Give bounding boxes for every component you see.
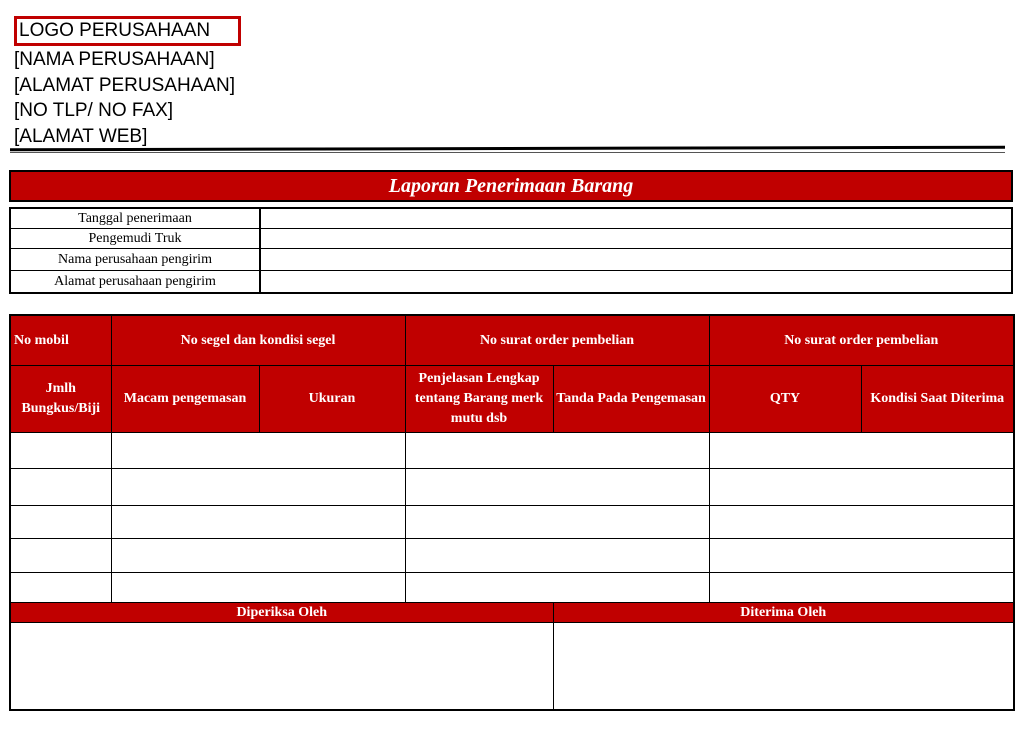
signature-header-row bbox=[10, 603, 1014, 623]
info-value-sender-address[interactable] bbox=[260, 271, 1012, 294]
table-cell[interactable] bbox=[405, 506, 709, 539]
header-no-segel: No segel dan kondisi segel bbox=[111, 315, 405, 366]
table-cell[interactable] bbox=[111, 539, 405, 573]
header-no-surat-order-1: No surat order pembelian bbox=[405, 315, 709, 366]
table-cell[interactable] bbox=[111, 433, 405, 469]
table-cell[interactable] bbox=[10, 539, 111, 573]
header-no-mobil: No mobil bbox=[10, 315, 111, 366]
signature-box-diterima[interactable] bbox=[553, 623, 1014, 711]
document-title: Laporan Penerimaan Barang bbox=[9, 170, 1013, 202]
company-header bbox=[14, 16, 241, 149]
table-cell[interactable] bbox=[405, 539, 709, 573]
table-row bbox=[10, 539, 1014, 573]
table-cell[interactable] bbox=[10, 573, 111, 603]
table-cell[interactable] bbox=[709, 433, 1014, 469]
info-row bbox=[10, 271, 1012, 294]
header-no-surat-order-2: No surat order pembelian bbox=[709, 315, 1014, 366]
table-cell[interactable] bbox=[111, 469, 405, 506]
table-cell[interactable] bbox=[405, 433, 709, 469]
table-cell[interactable] bbox=[709, 469, 1014, 506]
header-diterima-oleh: Diterima Oleh bbox=[553, 603, 1014, 623]
info-label-date: Tanggal penerimaan bbox=[10, 208, 260, 229]
info-label-driver: Pengemudi Truk bbox=[10, 229, 260, 249]
table-cell[interactable] bbox=[709, 573, 1014, 603]
info-value-date[interactable] bbox=[260, 208, 1012, 229]
table-header-row-1 bbox=[10, 315, 1014, 366]
table-row bbox=[10, 469, 1014, 506]
table-cell[interactable] bbox=[405, 573, 709, 603]
info-value-sender-name[interactable] bbox=[260, 249, 1012, 271]
header-macam-pengemasan: Macam pengemasan bbox=[111, 366, 259, 433]
table-cell[interactable] bbox=[709, 539, 1014, 573]
goods-receipt-table bbox=[9, 314, 1015, 711]
table-row bbox=[10, 433, 1014, 469]
info-value-driver[interactable] bbox=[260, 229, 1012, 249]
company-logo-placeholder bbox=[14, 16, 241, 46]
table-cell[interactable] bbox=[10, 433, 111, 469]
table-cell[interactable] bbox=[405, 469, 709, 506]
company-address: [ALAMAT PERUSAHAAN] bbox=[14, 74, 236, 96]
table-cell[interactable] bbox=[10, 506, 111, 539]
header-jumlah: Jmlh Bungkus/Biji bbox=[10, 366, 111, 433]
header-diperiksa-oleh: Diperiksa Oleh bbox=[10, 603, 553, 623]
info-row bbox=[10, 249, 1012, 271]
table-header-row-2 bbox=[10, 366, 1014, 433]
header-ukuran: Ukuran bbox=[259, 366, 405, 433]
header-divider-thin bbox=[10, 152, 1005, 153]
info-label-sender-address: Alamat perusahaan pengirim bbox=[10, 271, 260, 294]
delivery-info-table bbox=[9, 207, 1013, 294]
table-row bbox=[10, 506, 1014, 539]
header-penjelasan: Penjelasan Lengkap tentang Barang merk mutu dsb bbox=[405, 366, 553, 433]
company-phone-fax: [NO TLP/ NO FAX] bbox=[14, 100, 174, 121]
table-cell[interactable] bbox=[111, 573, 405, 603]
table-cell[interactable] bbox=[111, 506, 405, 539]
table-row bbox=[10, 573, 1014, 603]
signature-row bbox=[10, 623, 1014, 711]
info-row bbox=[10, 229, 1012, 249]
logo-text: LOGO PERUSAHAAN bbox=[19, 20, 211, 41]
company-web: [ALAMAT WEB] bbox=[14, 125, 148, 147]
info-label-sender-name: Nama perusahaan pengirim bbox=[10, 249, 260, 271]
header-kondisi: Kondisi Saat Diterima bbox=[861, 366, 1014, 433]
table-cell[interactable] bbox=[709, 506, 1014, 539]
signature-box-diperiksa[interactable] bbox=[10, 623, 553, 711]
info-row bbox=[10, 208, 1012, 229]
header-tanda-pengemasan: Tanda Pada Pengemasan bbox=[553, 366, 709, 433]
table-cell[interactable] bbox=[10, 469, 111, 506]
header-qty: QTY bbox=[709, 366, 861, 433]
company-name: [NAMA PERUSAHAAN] bbox=[14, 49, 215, 70]
